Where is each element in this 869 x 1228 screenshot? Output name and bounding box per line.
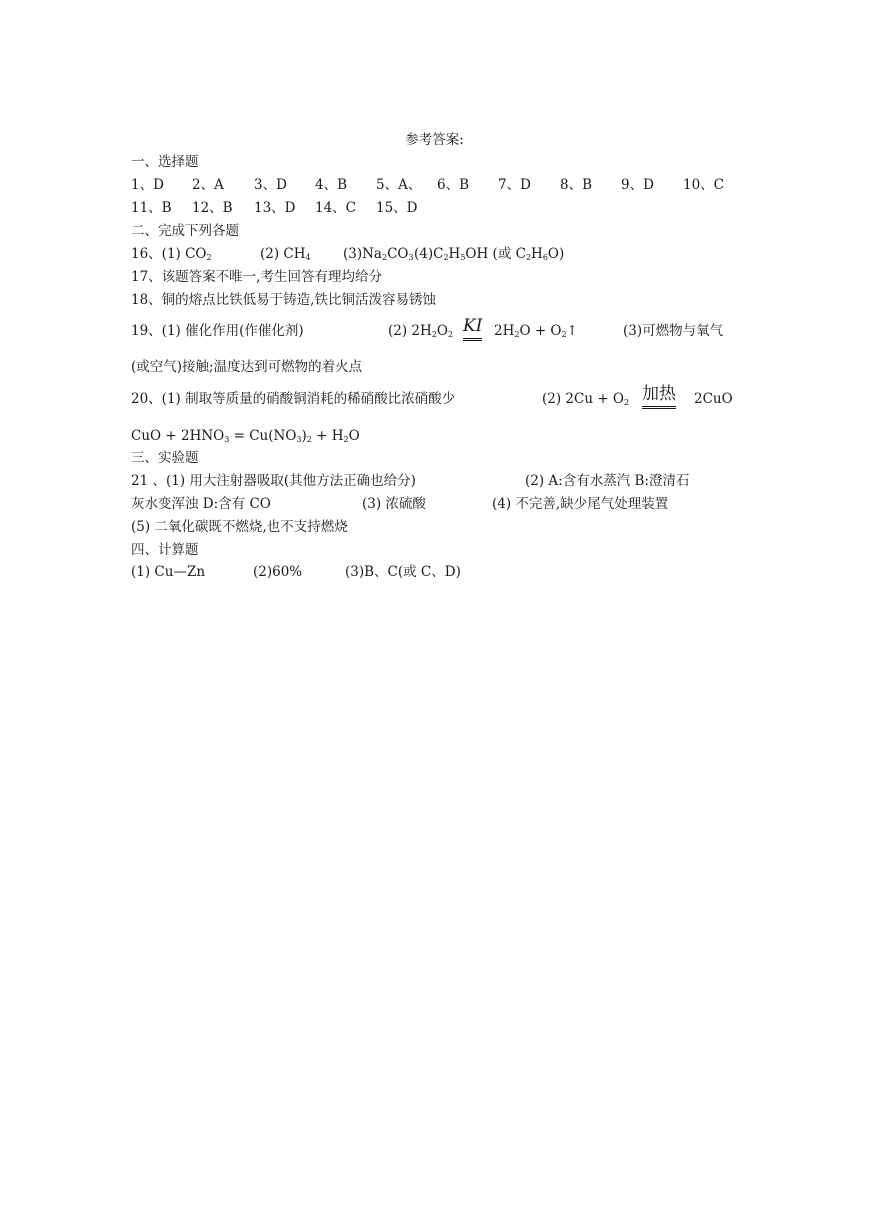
choice-answer: 8、B [560,177,593,193]
answer-19-part3-cont: (或空气)接触;温度达到可燃物的着火点 [131,359,363,375]
answer-21-part1: 21 、(1) 用大注射器吸取(其他方法正确也给分) [131,473,416,489]
answer-21-part4: (4) 不完善,缺少尾气处理装置 [492,496,669,512]
choice-answer: 2、A [192,177,224,193]
reaction-condition-ki: KI [463,318,482,341]
answer-21-part3: (3) 浓硫酸 [362,496,426,512]
answer-21-part2-cont: 灰水变浑浊 D:含有 CO [131,496,271,512]
answer-22-part3: (3)B、C(或 C、D) [345,564,461,580]
answer-20-product: 2CuO [694,391,733,407]
choice-answer: 11、B [131,200,172,216]
gas-arrow-icon: ↑ [566,323,578,339]
section-heading-experiment: 三、实验题 [131,450,199,466]
answer-19-part3: (3)可燃物与氧气 [623,323,724,339]
section-heading-fill: 二、完成下列各题 [131,223,239,239]
choice-answer: 9、D [621,177,654,193]
answer-20-part1: 20、(1) 制取等质量的硝酸铜消耗的稀硝酸比浓硝酸少 [131,391,456,407]
answer-16-part1: 16、(1) $CO_2$ [131,246,212,262]
answer-19-equation: (2) $2H_2O_2$ [388,323,454,339]
choice-answer: 3、D [254,177,287,193]
choice-answer: 13、D [254,200,296,216]
choice-answer: 12、B [192,200,233,216]
reaction-condition-heat: 加热 [642,386,676,409]
choice-answer: 5、A、 [376,177,422,193]
choice-answer: 15、D [376,200,418,216]
answer-17: 17、该题答案不唯一,考生回答有理均给分 [131,269,382,285]
answer-18: 18、铜的熔点比铁低易于铸造,铁比铜活泼容易锈蚀 [131,292,436,308]
answer-20-equation: (2) $2Cu + O_2$ [542,391,630,407]
answer-22-part2: (2)60% [253,564,303,580]
section-heading-calc: 四、计算题 [131,542,199,558]
page-title: 参考答案: [405,132,464,148]
answer-16-part3: $(3)Na_2CO_3$ [343,246,414,262]
answer-19-part1: 19、(1) 催化作用(作催化剂) [131,323,304,339]
choice-answer: 7、D [498,177,531,193]
section-heading-choice: 一、选择题 [131,154,199,170]
answer-16-part2: (2) $CH_4$ [260,246,311,262]
answer-19-products: $2H_2O$ + $O_2↑$ [494,323,578,339]
answer-20-equation-2: CuO + $2HNO_3 = Cu(NO_3)_2 + H_2O$ [131,428,360,444]
choice-answer: 4、B [315,177,348,193]
choice-answer: 6、B [437,177,470,193]
answer-21-part5: (5) 二氧化碳既不燃烧,也不支持燃烧 [131,519,348,535]
answer-16-part4: $(4)C_2H_5OH$ (或 $C_2H_6O$) [414,246,565,262]
choice-answer: 10、C [683,177,725,193]
answer-22-part1: (1) Cu—Zn [131,564,206,580]
choice-answer: 1、D [131,177,164,193]
choice-answer: 14、C [315,200,357,216]
answer-21-part2: (2) A:含有水蒸汽 B:澄清石 [525,473,690,489]
